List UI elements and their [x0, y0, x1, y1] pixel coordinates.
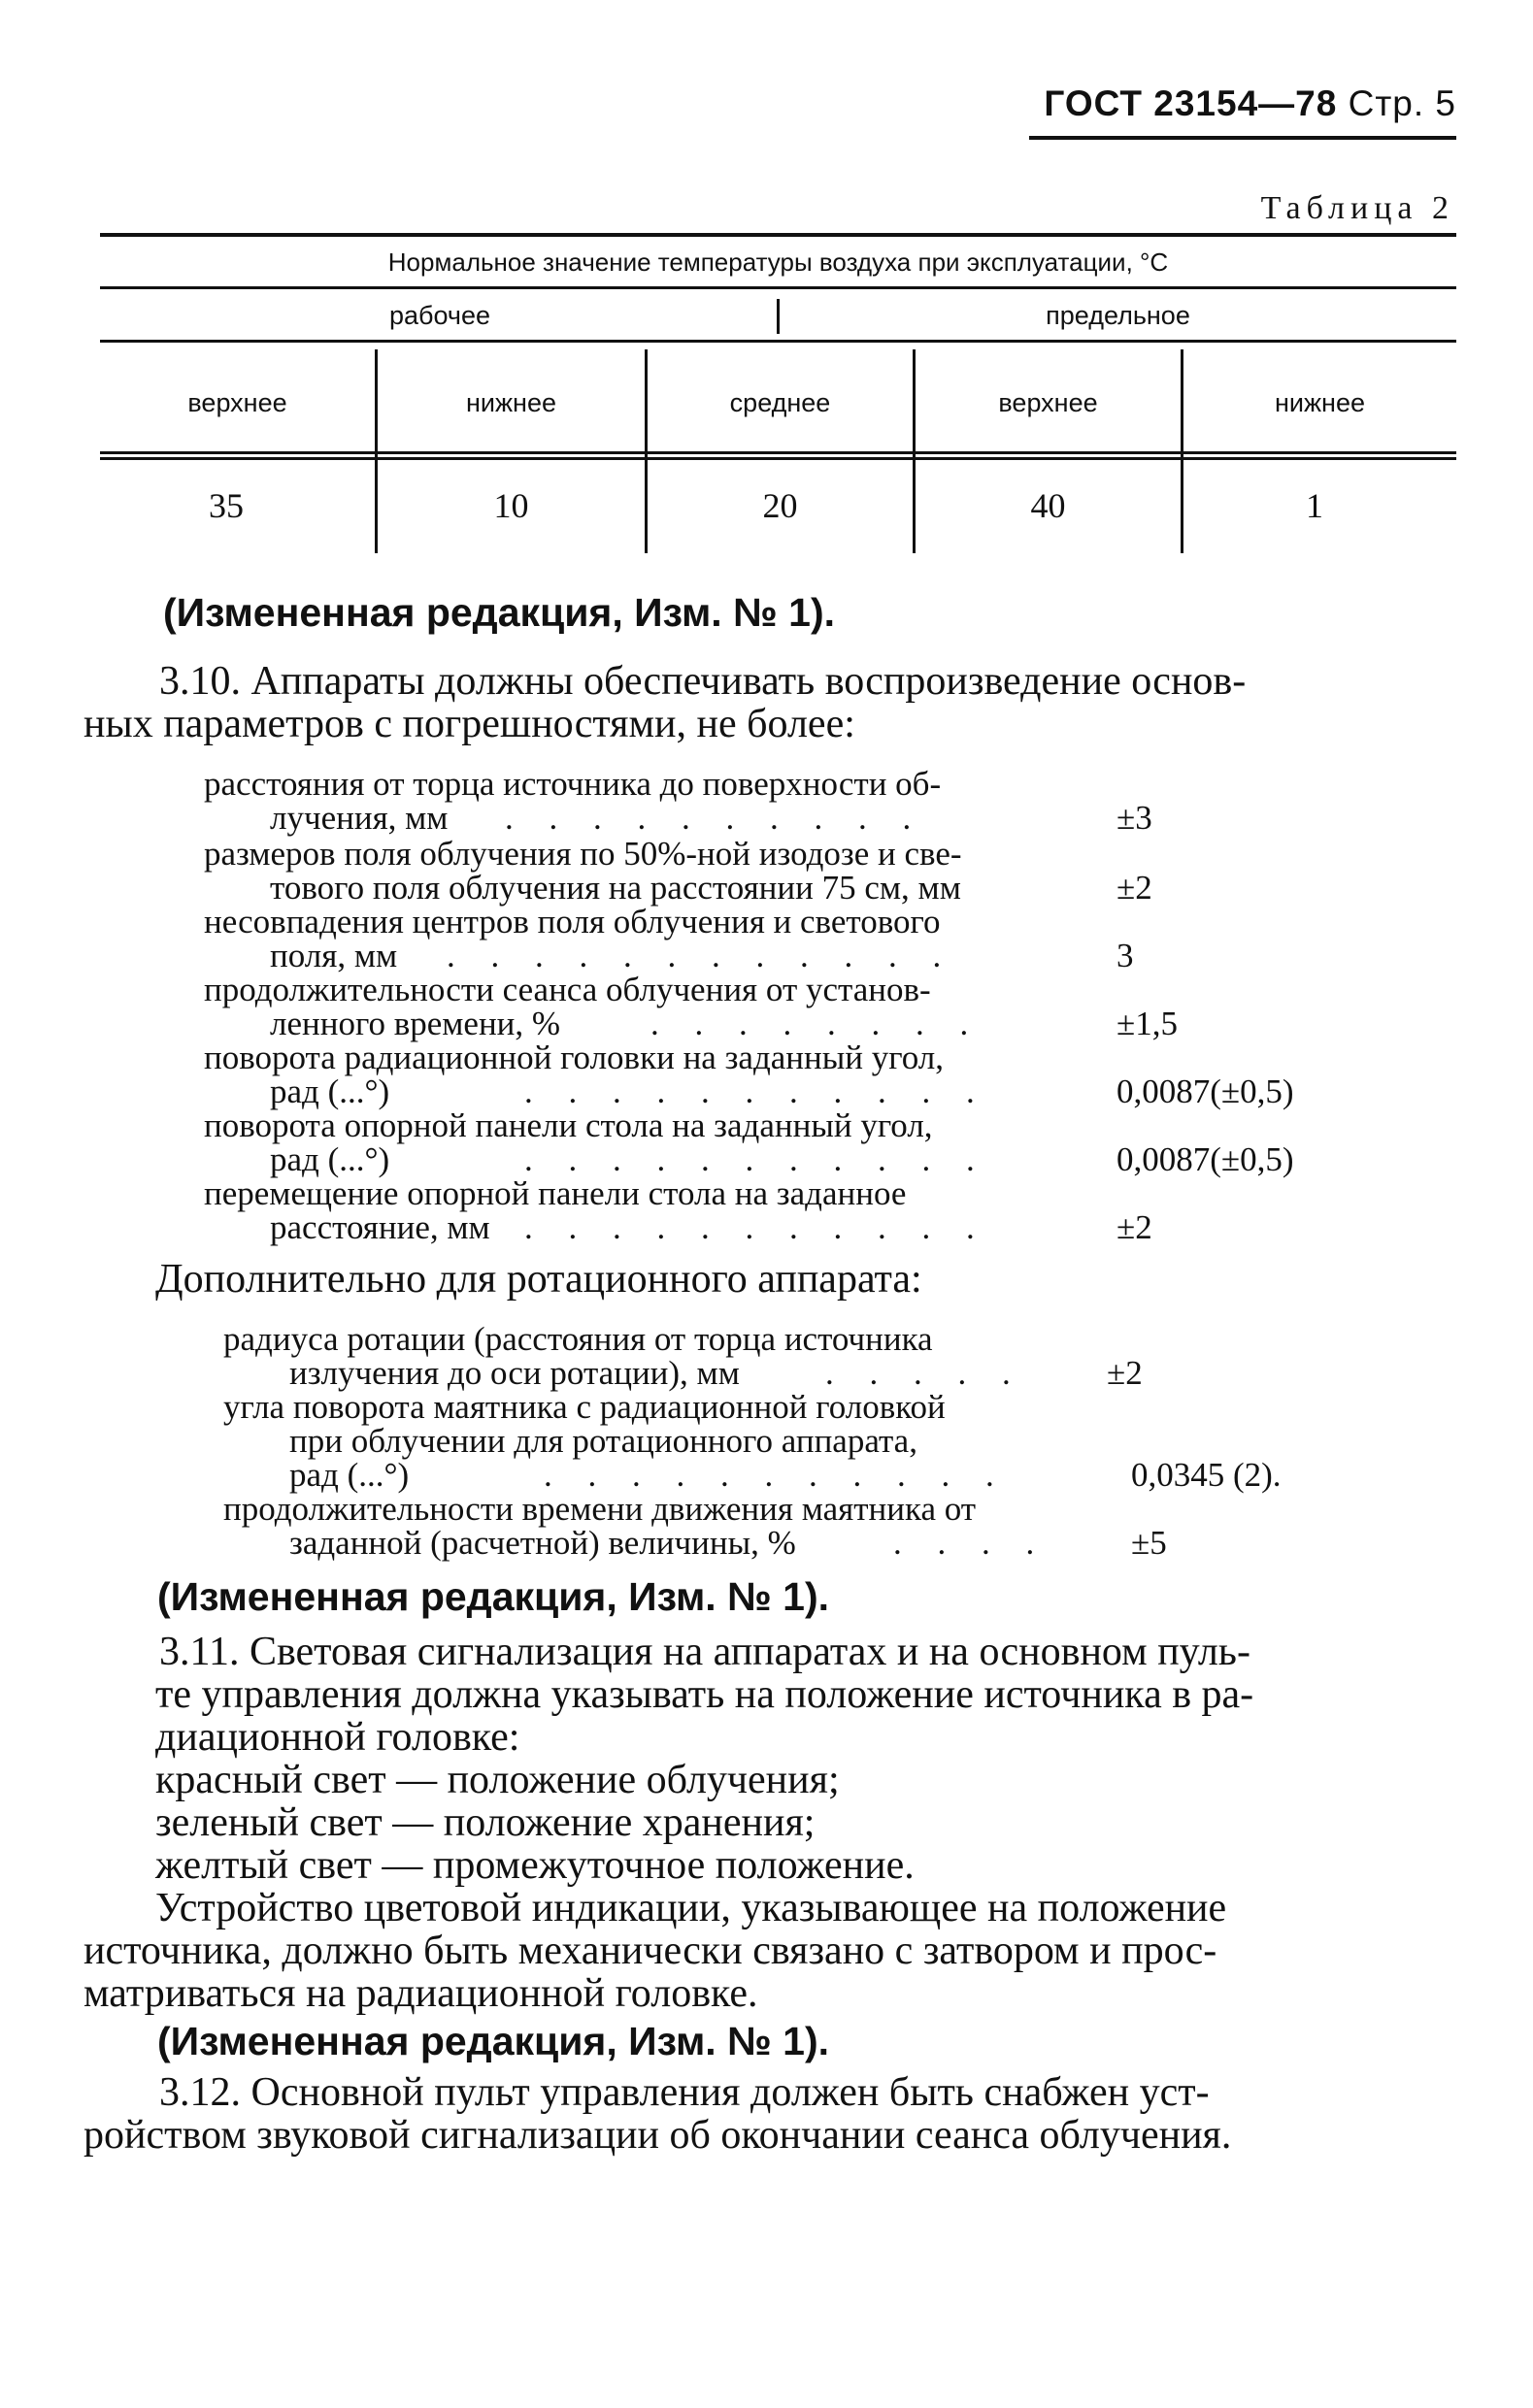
- doc-number: ГОСТ 23154—78: [1044, 83, 1338, 123]
- list-item-line: расстояние, мм: [270, 1208, 490, 1246]
- table-cell: 1: [1306, 486, 1323, 525]
- list-item-line: при облучении для ротационного аппарата,: [289, 1422, 917, 1460]
- leader-dots: . . . .: [893, 1524, 1049, 1562]
- leader-dots: . . . . . . . . . . . .: [447, 937, 955, 974]
- list-item-value: 0,0087(±0,5): [1116, 1140, 1294, 1178]
- list-item-value: ±2: [1107, 1354, 1143, 1392]
- page-number: Стр. 5: [1348, 83, 1456, 123]
- list-item-line: перемещение опорной панели стола на заданное: [204, 1174, 907, 1212]
- table-top-rule: [100, 233, 1456, 237]
- col-header: нижнее: [1275, 388, 1365, 417]
- indicator-line1: Устройство цветовой индикации, указывающее на положение: [155, 1886, 1227, 1930]
- paragraph-3-11-line2: те управления должна указывать на положение источника в ра-: [155, 1672, 1254, 1717]
- list-item-line: лучения, мм: [270, 799, 449, 837]
- list-item-line: заданной (расчетной) величины, %: [289, 1524, 796, 1562]
- list-item-line: поворота радиационной головки на заданный угол,: [204, 1039, 944, 1076]
- signal-green: зеленый свет — положение хранения;: [155, 1800, 816, 1845]
- table-cell: 20: [762, 486, 798, 525]
- paragraph-3-10-line1: 3.10. Аппараты должны обеспечивать воспроизведение основ-: [159, 659, 1247, 704]
- list-item-line: рад (...°): [270, 1072, 390, 1110]
- table-header-rule-2: [100, 457, 1456, 460]
- list-item-line: излучения до оси ротации), мм: [289, 1354, 740, 1392]
- page-header: [971, 83, 1456, 124]
- leader-dots: . . . . . . . . . . .: [524, 1140, 988, 1178]
- leader-dots: . . . . . . . . . . .: [544, 1456, 1008, 1494]
- list-item-value: ±1,5: [1116, 1005, 1178, 1042]
- list-item-line: тового поля облучения на расстоянии 75 см, мм: [270, 869, 961, 907]
- list-item-value: 0,0087(±0,5): [1116, 1072, 1294, 1110]
- leader-dots: . . . . . . . . . .: [505, 799, 925, 837]
- list-item-value: ±3: [1116, 799, 1152, 837]
- list-item-line: поворота опорной панели стола на заданный угол,: [204, 1106, 933, 1144]
- signal-red: красный свет — положение облучения;: [155, 1758, 840, 1802]
- list-item-value: 3: [1116, 937, 1134, 974]
- leader-dots: . . . . . . . . . . .: [524, 1208, 988, 1246]
- list-item-line: продолжительности сеанса облучения от установ-: [204, 971, 931, 1008]
- paragraph-3-12-line2: ройством звуковой сигнализации об окончании сеанса облучения.: [83, 2113, 1232, 2158]
- group-limit: предельное: [1046, 301, 1190, 330]
- group-working: рабочее: [388, 301, 491, 330]
- list-item-line: радиуса ротации (расстояния от торца источника: [223, 1320, 933, 1358]
- paragraph-3-12-line1: 3.12. Основной пульт управления должен быть снабжен уст-: [159, 2070, 1210, 2115]
- col-header: нижнее: [466, 388, 556, 417]
- list-item-line: продолжительности времени движения маятника от: [223, 1490, 977, 1528]
- header-rule: [1029, 136, 1456, 140]
- table-caption-rule: [100, 286, 1456, 289]
- leader-dots: . . . . .: [825, 1354, 1024, 1392]
- paragraph-3-11-line1: 3.11. Световая сигнализация на аппаратах и на основном пуль-: [159, 1630, 1250, 1674]
- rotation-title: Дополнительно для ротационного аппарата:: [155, 1257, 922, 1302]
- list-item-line: рад (...°): [289, 1456, 410, 1494]
- table-label: Таблица 2: [1260, 190, 1454, 226]
- col-header: верхнее: [998, 388, 1098, 417]
- paragraph-3-10-line2: ных параметров с погрешностями, не более:: [83, 702, 855, 746]
- indicator-line3: матриваться на радиационной головке.: [83, 1971, 758, 2016]
- list-item-value: ±5: [1131, 1524, 1167, 1562]
- revision-note: (Измененная редакция, Изм. № 1).: [157, 2019, 830, 2063]
- revision-note: (Измененная редакция, Изм. № 1).: [163, 590, 836, 635]
- list-item-line: рад (...°): [270, 1140, 390, 1178]
- list-item-line: размеров поля облучения по 50%-ной изодозе и све-: [204, 835, 962, 873]
- col-header: среднее: [729, 388, 831, 417]
- leader-dots: . . . . . . . .: [650, 1005, 983, 1042]
- signal-yellow: желтый свет — промежуточное положение.: [155, 1843, 915, 1888]
- indicator-line2: источника, должно быть механически связано с затвором и прос-: [83, 1929, 1217, 1973]
- paragraph-3-11-line3: диационной головке:: [155, 1715, 520, 1760]
- list-item-line: несовпадения центров поля облучения и светового: [204, 903, 941, 940]
- table-group-rule: [100, 340, 1456, 343]
- table-cell: 35: [209, 486, 244, 525]
- revision-note: (Измененная редакция, Изм. № 1).: [157, 1574, 830, 1619]
- list-item-line: угла поворота маятника с радиационной головкой: [223, 1388, 946, 1426]
- col-header: верхнее: [187, 388, 287, 417]
- list-item-line: поля, мм: [270, 937, 398, 974]
- leader-dots: . . . . . . . . . . .: [524, 1072, 988, 1110]
- table-header-rule: [100, 451, 1456, 454]
- table-caption: Нормальное значение температуры воздуха при эксплуатации, °С: [387, 247, 1169, 277]
- table-cell: 10: [493, 486, 529, 525]
- table-cell: 40: [1030, 486, 1066, 525]
- list-item-line: расстояния от торца источника до поверхности об-: [204, 765, 942, 803]
- list-item-value: ±2: [1116, 1208, 1152, 1246]
- list-item-value: ±2: [1116, 869, 1152, 907]
- list-item-line: ленного времени, %: [270, 1005, 561, 1042]
- list-item-value: 0,0345 (2).: [1131, 1456, 1282, 1494]
